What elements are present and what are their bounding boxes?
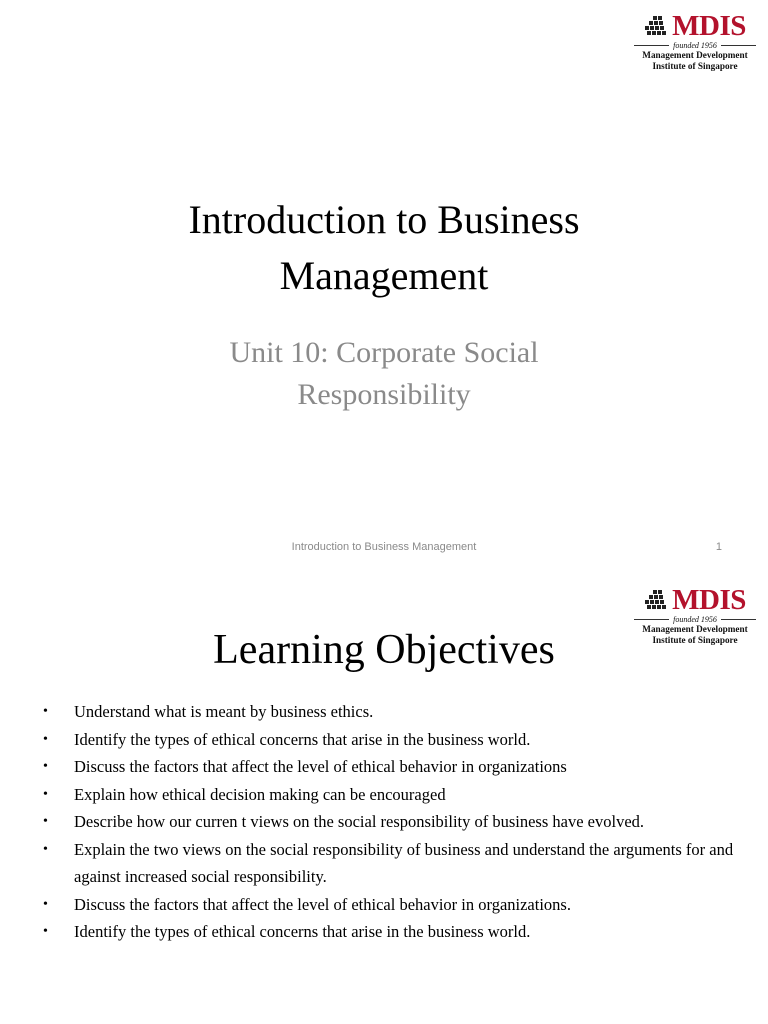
slide-title-line-2: Management bbox=[279, 253, 489, 298]
objective-text: Discuss the factors that affect the level of ethical behavior in organizations. bbox=[74, 894, 571, 914]
slide-footer: Introduction to Business Management bbox=[291, 541, 477, 553]
objective-text: Understand what is meant by business ethics. bbox=[74, 702, 374, 721]
list-item bbox=[40, 808, 740, 836]
logo-wordmark: MDIS bbox=[672, 10, 746, 42]
logo-rule bbox=[721, 619, 756, 620]
objective-text: Discuss the factors that affect the level of ethical behavior in organizations bbox=[74, 757, 567, 776]
bullet-icon: • bbox=[43, 924, 48, 939]
objective-text: Identify the types of ethical concerns that arise in the business world. bbox=[74, 922, 531, 941]
slide-title-line-1: Introduction to Business bbox=[188, 197, 580, 242]
logo-rule bbox=[634, 45, 669, 46]
bullet-icon: • bbox=[43, 814, 48, 829]
bullet-icon: • bbox=[43, 759, 48, 774]
mdis-logo bbox=[634, 12, 756, 72]
list-item bbox=[40, 726, 740, 754]
logo-rule bbox=[634, 619, 669, 620]
bullet-icon: • bbox=[43, 704, 48, 719]
list-item bbox=[40, 836, 740, 891]
logo-line-2: Institute of Singapore bbox=[652, 635, 738, 645]
slide-subtitle bbox=[0, 332, 768, 416]
logo-line-1: Management Development bbox=[642, 50, 748, 60]
page-number: 1 bbox=[715, 541, 722, 553]
logo-founded: founded 1956 bbox=[673, 615, 717, 624]
bullet-icon: • bbox=[43, 731, 48, 747]
slide-title: Learning Objectives bbox=[213, 627, 555, 673]
objective-text: Identify the types of ethical concerns that arise in the business world. bbox=[74, 729, 531, 749]
bullet-icon: • bbox=[43, 896, 48, 912]
logo-founded-row bbox=[634, 41, 756, 50]
logo-brand bbox=[634, 12, 756, 40]
mdis-emblem-icon bbox=[644, 589, 670, 611]
logo-line-2: Institute of Singapore bbox=[652, 61, 738, 71]
slide-subtitle-line-1: Unit 10: Corporate Social bbox=[229, 336, 539, 369]
list-item bbox=[40, 918, 740, 946]
list-item bbox=[40, 698, 740, 726]
objective-text: Describe how our curren t views on the social responsibility of business have evolved. bbox=[74, 812, 645, 831]
mdis-emblem-icon bbox=[644, 15, 670, 37]
slide-title bbox=[0, 192, 768, 304]
logo-wordmark: MDIS bbox=[672, 584, 746, 616]
slide-subtitle-line-2: Responsibility bbox=[297, 378, 471, 411]
bullet-icon: • bbox=[43, 841, 48, 857]
logo-rule bbox=[721, 45, 756, 46]
bullet-icon: • bbox=[43, 786, 48, 802]
list-item bbox=[40, 753, 740, 781]
objective-text: Explain how ethical decision making can be encouraged bbox=[74, 784, 446, 804]
list-item bbox=[40, 781, 740, 809]
logo-line-1: Management Development bbox=[642, 624, 748, 634]
logo-brand bbox=[634, 586, 756, 614]
objectives-slide bbox=[0, 576, 768, 1024]
objective-text: Explain the two views on the social responsibility of business and understand the arguments for and against increased social responsibility. bbox=[74, 839, 734, 886]
objectives-list bbox=[40, 698, 740, 946]
list-item bbox=[40, 891, 740, 919]
logo-founded: founded 1956 bbox=[673, 41, 717, 50]
